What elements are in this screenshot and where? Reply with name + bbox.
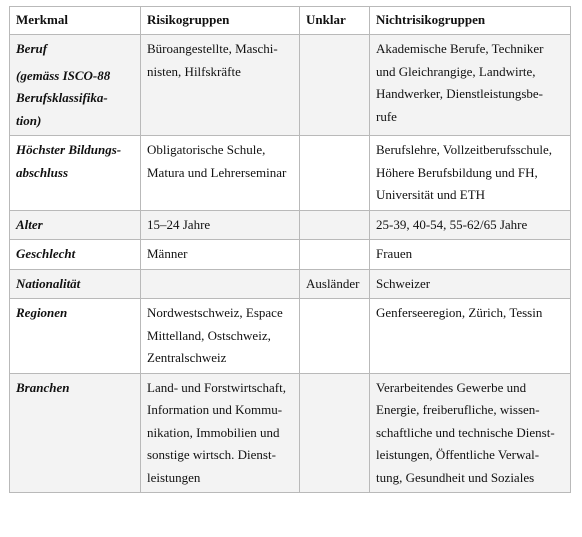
cell-risiko [141,35,300,136]
table-row [10,210,571,240]
cell-line: schaftliche und technische Dienst- [376,424,555,440]
cell-line: Büroangestellte, Maschi- [147,41,278,56]
cell-risiko [141,299,300,374]
cell-line: Nordwestschweiz, Espace [147,305,283,320]
cell-nichtrisiko [370,269,571,299]
cell-line: Berufsklassifika- [16,90,108,105]
cell-line: nikation, Immobilien und [147,424,280,440]
cell-line: rufe [376,108,397,124]
cell-risiko [141,136,300,211]
cell-line: Höchster Bildungs- [16,142,122,157]
cell-merkmal [10,299,141,374]
cell-line: Ausländer [306,275,360,291]
table-row [10,136,571,211]
cell-nichtrisiko [370,136,571,211]
cell-unklar [300,136,370,211]
cell-line: Männer [147,246,188,261]
cell-merkmal [10,373,141,493]
cell-merkmal [10,210,141,240]
header-row [10,7,571,35]
cell-nichtrisiko [370,35,571,136]
cell-line: Genferseeregion, Zürich, Tessin [376,305,543,320]
cell-risiko [141,269,300,299]
table-row [10,299,571,374]
cell-line: Matura und Lehrerseminar [147,164,287,180]
cell-line: Höhere Berufsbildung und FH, [376,164,538,180]
cell-line: Energie, freiberufliche, wissen- [376,402,540,417]
cell-line: abschluss [16,164,69,180]
cell-nichtrisiko [370,373,571,493]
cell-merkmal [10,136,141,211]
cell-line: 15–24 Jahre [147,216,211,232]
cell-line: leistungen, Öffentliche Verwal- [376,447,540,462]
cell-unklar [300,373,370,493]
table-row [10,240,571,270]
cell-risiko [141,240,300,270]
cell-merkmal [10,240,141,270]
cell-line: leistungen [147,469,201,485]
cell-line: Beruf [16,41,48,56]
cell-line: und Gleichrangige, Landwirte, [376,63,536,79]
cell-unklar [300,299,370,374]
header-nichtrisikogruppen: Nichtrisikogruppen [370,7,571,35]
cell-merkmal [10,35,141,136]
cell-line: tung, Gesundheit und Soziales [376,469,535,485]
cell-line: Universität und ETH [376,187,486,202]
risk-groups-table [9,6,571,493]
cell-line: 25-39, 40-54, 55-62/65 Jahre [376,216,528,232]
cell-line: Obligatorische Schule, [147,142,266,157]
cell-line: Regionen [16,305,68,320]
header-merkmal: Merkmal [10,7,141,35]
cell-risiko [141,373,300,493]
table-row [10,373,571,493]
cell-line: Handwerker, Dienstleistungsbe- [376,86,543,101]
cell-unklar [300,269,370,299]
cell-line: tion) [16,112,42,128]
cell-nichtrisiko [370,299,571,374]
risk-groups-table-container [9,6,570,493]
cell-line: Information und Kommu- [147,402,283,417]
cell-nichtrisiko [370,240,571,270]
table-row [10,269,571,299]
cell-line: (gemäss ISCO-88 [16,67,111,83]
cell-nichtrisiko [370,210,571,240]
cell-risiko [141,210,300,240]
cell-line: Mittelland, Ostschweiz, [147,327,271,343]
cell-line: Land- und Forstwirtschaft, [147,379,287,395]
cell-line: sonstige wirtsch. Dienst- [147,447,276,462]
cell-unklar [300,35,370,136]
cell-unklar [300,240,370,270]
header-unklar: Unklar [300,7,370,35]
cell-line: Alter [16,216,43,232]
cell-line: Nationalität [16,275,81,291]
table-row [10,35,571,136]
cell-line: Akademische Berufe, Techniker [376,41,544,56]
cell-line: Frauen [376,246,413,261]
header-risikogruppen: Risikogruppen [141,7,300,35]
cell-line: Berufslehre, Vollzeitberufsschule, [376,142,553,157]
cell-line: Geschlecht [16,246,76,261]
cell-line: nisten, Hilfskräfte [147,63,241,79]
cell-line: Zentralschweiz [147,350,227,365]
cell-line: Branchen [16,379,70,395]
cell-merkmal [10,269,141,299]
cell-unklar [300,210,370,240]
cell-line: Schweizer [376,275,431,291]
cell-line: Verarbeitendes Gewerbe und [376,379,527,395]
